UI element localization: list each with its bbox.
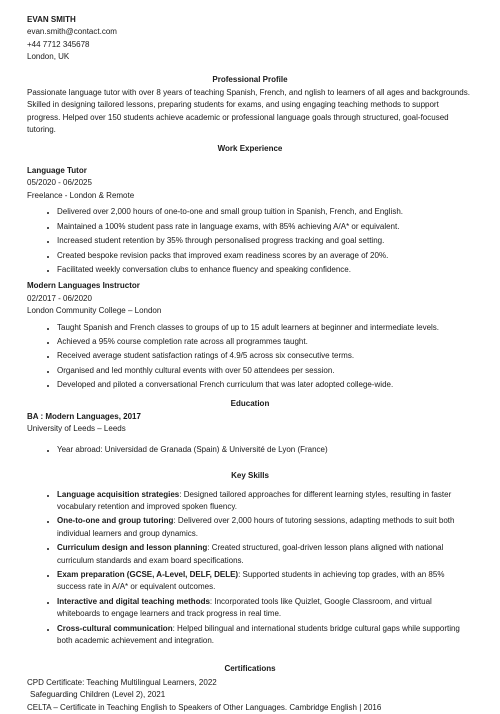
degree: BA : Modern Languages, 2017	[27, 411, 141, 421]
skill-desc: : Delivered over 2,000 hours of tutoring sessions, adapting methods to suit both individual learners and group dynamics.	[57, 516, 455, 538]
education-title: Education	[230, 398, 270, 408]
skill-desc: : Incorporated tools like Quizlet, Google Classroom, and virtual whiteboards to engage learners and track progress in real time.	[57, 596, 432, 619]
job-1	[27, 165, 473, 276]
skills-list	[27, 489, 473, 648]
list-item	[57, 489, 473, 514]
phone: +44 7712 345678	[27, 39, 90, 49]
school: University of Leeds – Leeds	[27, 424, 126, 434]
certifications-title: Certifications	[224, 664, 276, 674]
job-org: London Community College – London	[27, 306, 162, 316]
list-item: • Taught Spanish and French classes to groups of up to 15 adult learners at beginner and intermediate levels.	[57, 322, 473, 334]
list-item	[57, 515, 473, 540]
education-bullets	[27, 444, 473, 456]
list-item: • Created bespoke revision packs that improved exam readiness scores by an average of 20%.	[57, 250, 473, 262]
skills-title: Key Skills	[231, 471, 269, 481]
list-item: • Year abroad: Universidad de Granada (Spain) & Université de Lyon (France)	[57, 444, 473, 456]
job-2	[27, 280, 473, 391]
email: evan.smith@contact.com	[27, 27, 117, 37]
location: London, UK	[27, 52, 70, 62]
job-bullets	[27, 322, 473, 392]
skill-name: Cross-cultural communication	[57, 623, 173, 633]
header	[27, 14, 473, 64]
skill-name: Language acquisition strategies	[57, 489, 180, 499]
skill-desc: : Created structured, goal-driven lesson plans aligned with national curriculum standards and exam board specifications.	[57, 543, 444, 565]
list-item: • Developed and piloted a conversational French curriculum that was later adopted college-wide.	[57, 379, 473, 391]
skill-desc: : Helped bilingual and international students bridge cultural gaps while supporting both academic achievement and integration.	[57, 623, 460, 646]
job-dates: 02/2017 - 06/2020	[27, 293, 92, 303]
list-item	[57, 569, 473, 594]
certification-item: CPD Certificate: Teaching Multilingual Learners, 2022	[27, 677, 217, 687]
list-item: • Organised and led monthly cultural events with over 50 attendees per session.	[57, 365, 473, 377]
list-item: • Maintained a 100% student pass rate in language exams, with 85% achieving A/A* or equivalent.	[57, 221, 473, 233]
profile-title: Professional Profile	[212, 74, 288, 84]
list-item: • Delivered over 2,000 hours of one-to-one and small group tuition in Spanish, French, and English.	[57, 206, 473, 218]
skill-desc: : Supported students in achieving top grades, with an 85% success rate in A/A* or equivalent outcomes.	[57, 570, 445, 592]
skill-name: Interactive and digital teaching methods	[57, 596, 210, 606]
list-item: • Facilitated weekly conversation clubs to enhance fluency and speaking confidence.	[57, 264, 473, 276]
job-dates: 05/2020 - 06/2025	[27, 178, 92, 188]
list-item	[57, 596, 473, 621]
experience-title: Work Experience	[217, 143, 283, 153]
list-item	[57, 542, 473, 567]
list-item	[57, 623, 473, 648]
job-bullets	[27, 206, 473, 276]
list-item: • Increased student retention by 35% through personalised progress tracking and goal setting.	[57, 235, 473, 247]
job-role: Modern Languages Instructor	[27, 281, 140, 291]
skill-name: Exam preparation (GCSE, A-Level, DELF, DELE)	[57, 570, 239, 580]
skill-name: Curriculum design and lesson planning	[57, 543, 208, 553]
job-org: Freelance - London & Remote	[27, 190, 135, 200]
list-item: • Achieved a 95% course completion rate across all programmes taught.	[57, 336, 473, 348]
skill-desc: : Designed tailored approaches for different learning styles, resulting in faster vocabulary retention and improved spoken fluency.	[57, 489, 452, 511]
job-role: Language Tutor	[27, 166, 87, 176]
certification-item: Safeguarding Children (Level 2), 2021	[30, 690, 166, 700]
skill-name: One-to-one and group tutoring	[57, 516, 174, 526]
profile-text: Passionate language tutor with over 8 years of teaching Spanish, French, and nglish to learners of all ages and backgrounds. Skilled in designing tailored lessons, preparing students for exams, and using engaging teaching methods to support progress. Helped over 150 students achieve academic or professional language goals through structured, goal-focused tutoring.	[27, 88, 470, 135]
certification-item: CELTA – Certificate in Teaching English to Speakers of Other Languages. Cambridge English | 2016	[27, 702, 382, 712]
list-item: • Received average student satisfaction ratings of 4.9/5 across six consecutive terms.	[57, 350, 473, 362]
candidate-name: EVAN SMITH	[27, 15, 76, 24]
